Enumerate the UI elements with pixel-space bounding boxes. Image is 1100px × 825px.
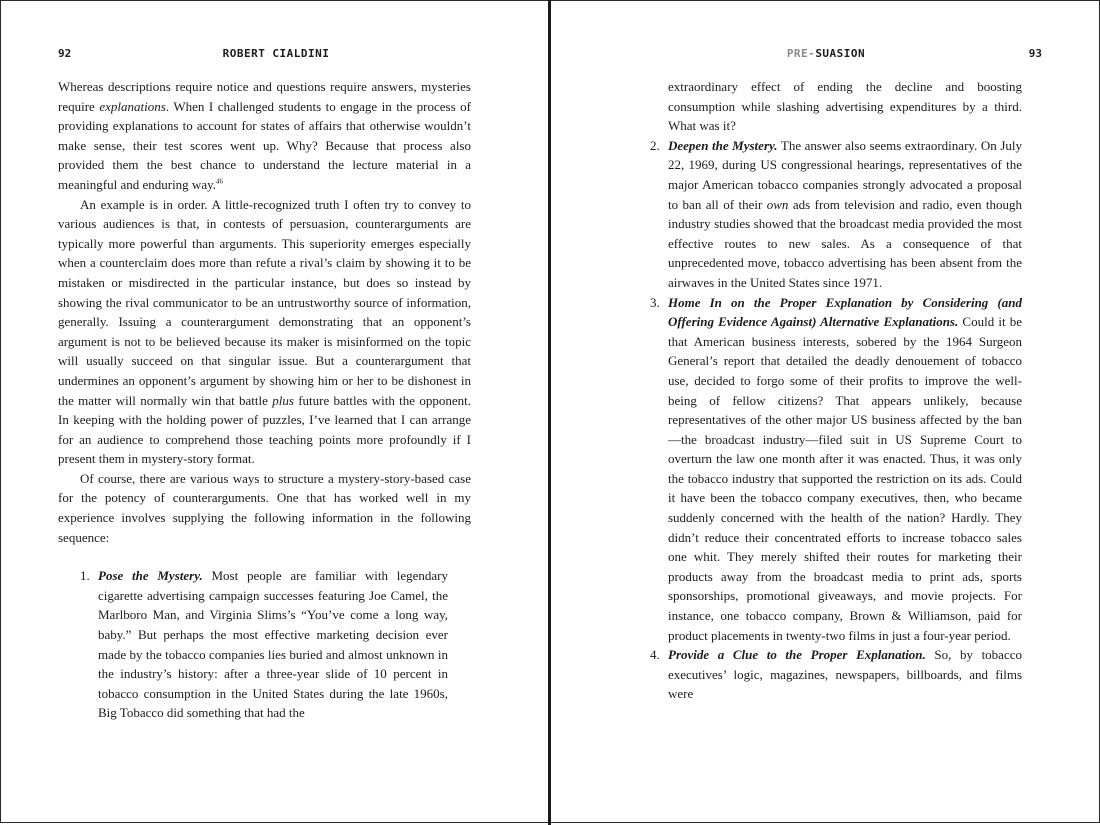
numbered-list [650,136,1023,704]
numbered-list [80,566,448,723]
page-gutter [548,0,551,825]
list-item: 2. Deepen the Mystery. The answer also seems extraordinary. On July 22, 1969, during US congressional hearings, representatives of the major American tobacco companies strongly advocated a proposal to ban all of their own ads from television and radio, even though industry studies showed that the broadcast media provided the most effective routes to new sales. As a consequence of that unprecedented move, tobacco advertising has been absent from the airwaves in the United States since 1971. [650,137,1023,290]
left-body-text [58,77,471,723]
right-page [550,0,1100,823]
paragraph: Whereas descriptions require notice and questions require answers, mysteries require explanations. When I challenged students to engage in the process of providing explanations to account for states of affairs that otherwise wouldn’t make sense, their test scores went up. Why? Because that process also provided them the best chance to understand the lecture material in a meaningful and enduring way.$^{46}$ [58,79,471,192]
footnote-ref: 46 [216,177,223,186]
list-item: 1. Pose the Mystery. Most people are familiar with legendary cigarette advertising campaign successes featuring Joe Camel, the Marlboro Man, and Virginia Slims’s “You’ve come a long way, baby.” But perhaps the most effective marketing decision ever made by the tobacco companies lies buried and almost unknown in the industry’s history: after a three-year slide of 10 percent in tobacco consumption in the United States during the late 1960s, Big Tobacco did something that had the [80,568,448,721]
page-number-right: 93 [1028,47,1042,60]
page-number-left: 92 [58,47,72,60]
right-body-text [650,77,1023,704]
list-item: 4. Provide a Clue to the Proper Explanation. So, by tobacco executives’ logic, magazines, newspapers, billboards, and films were [650,647,1022,702]
paragraph: Of course, there are various ways to structure a mystery-story-based case for the potency of counterarguments. One that has worked well in my experience involves supplying the following information in the following sequence: [58,470,471,545]
paragraph: An example is in order. A little-recognized truth I often try to convey to various audiences is that, in contests of persuasion, counterarguments are typically more powerful than arguments. This superiority emerges especially when a counterclaim does more than refute a rival’s claim by showing it to be mistaken or misdirected in the particular instance, but does so instead by showing the rival communicator to be an untrustworthy source of information, generally. Issuing a counterargument demonstrating that an opponent’s argument is not to be believed because its maker is misinformed on the topic will usually succeed on that singular issue. But a counterargument that undermines an opponent’s argument by showing him or her to be dishonest in the matter will normally win that battle plus future battles with the opponent. In keeping with the holding power of puzzles, I’ve learned that I can arrange for an audience to comprehend those teaching points more profoundly if I present them in mystery-story format. [58,196,471,467]
list-item: 3. Home In on the Proper Explanation by Considering (and Offering Evidence Against) Alternative Explanations. Could it be that American business interests, sobered by the 1964 Surgeon General’s report that detailed the deadly denouement of tobacco use, decided to forgo some of their profits to improve the well-being of fellow citizens? That appears unlikely, because representatives of the other major US business affected by the ban—the broadcast industry—filed suit in US Supreme Court to overturn the law one month after it was enacted. Thus, it was only the tobacco industry that supported the restriction on its ads. Could it have been the tobacco company executives, then, who became suddenly concerned with the health of the nation? Hardly. They didn’t reduce their concentrated efforts to increase tobacco sales one whit. They merely shifted their routes for marketing their products away from the broadcast media to print ads, sports sponsorships, promotional giveaways, and movie projects. For instance, one tobacco company, Brown & Williamson, paid for product placements in twenty-two films in just a four-year period. [650,294,1022,643]
running-head-left: ROBERT CIALDINI [222,47,330,60]
running-head-right: PRE-SUASION [786,47,866,60]
left-page [0,0,550,823]
paragraph: extraordinary effect of ending the decline and boosting consumption while slashing advertising expenditures by a third. What was it? [668,79,1022,134]
